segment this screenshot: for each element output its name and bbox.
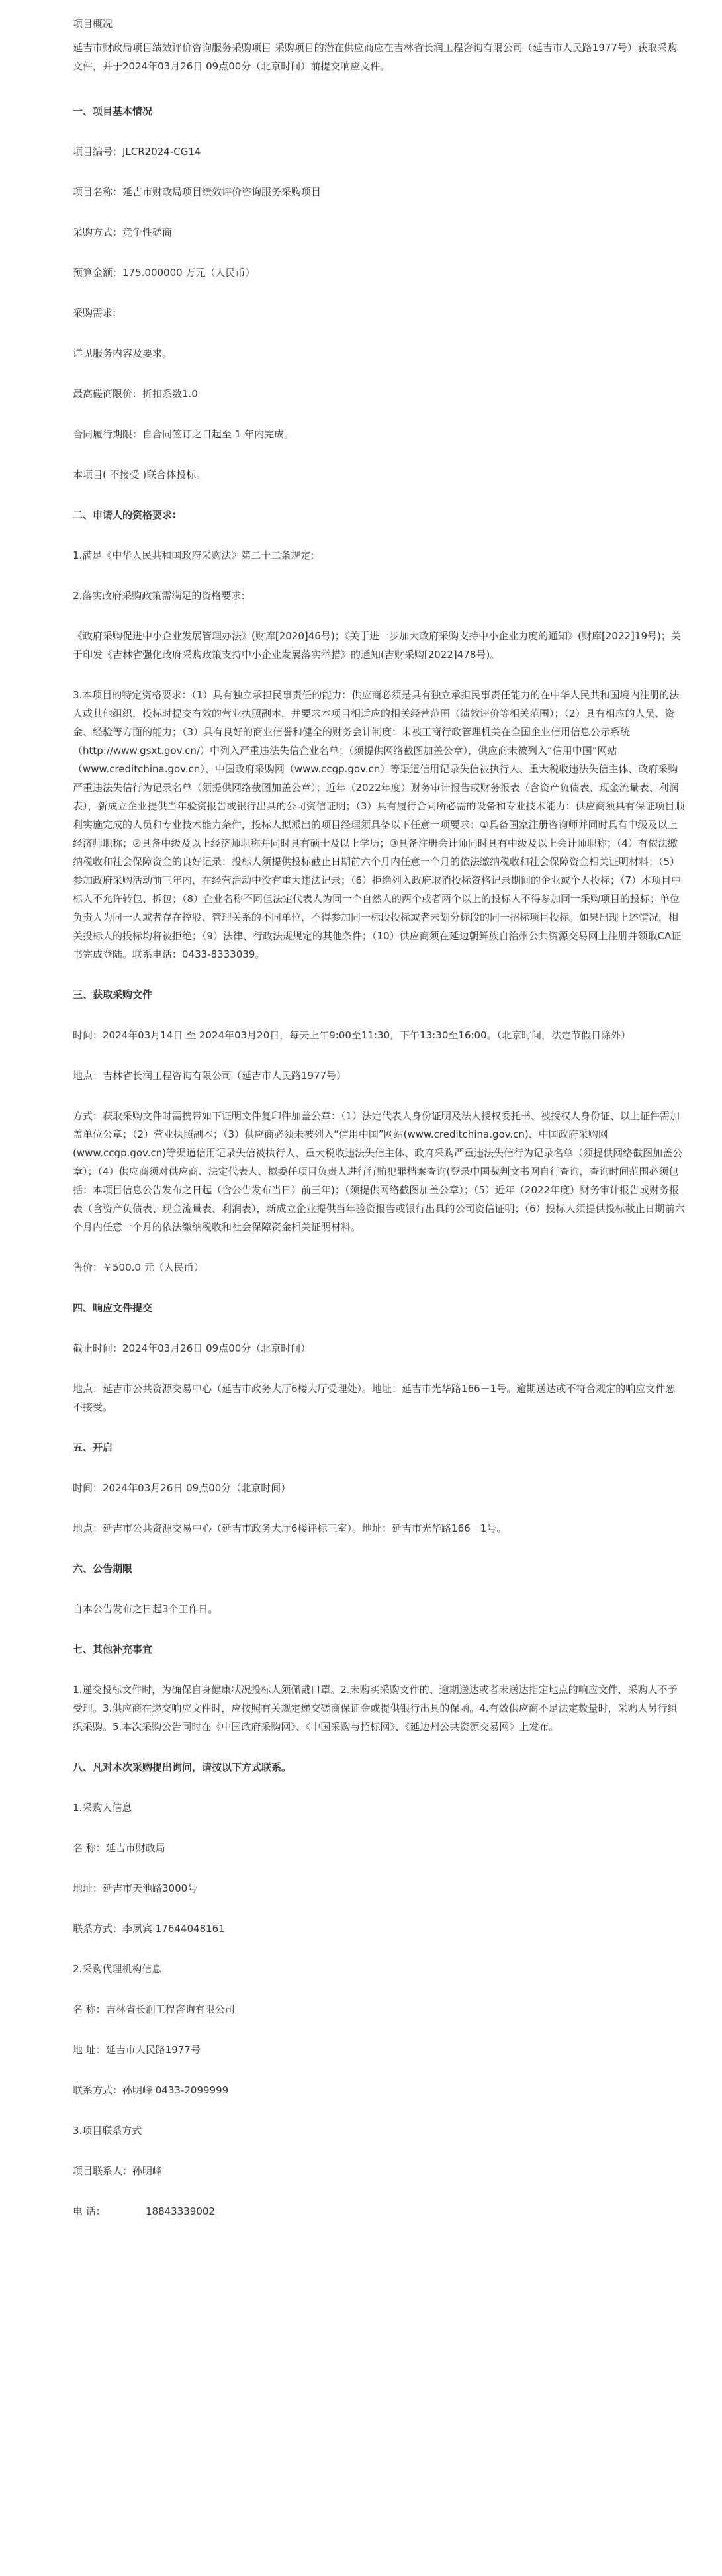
contract-term: 合同履行期限：自合同签订之日起至 1 年内完成。	[73, 428, 294, 440]
requirement-3: 3.本项目的特定资格要求：（1）具有独立承担民事责任的能力：供应商必须是具有独立承担民事责任能力的在中华人民共和国境内注册的法人或其他组织，投标时提交有效的营业执照副本，并要求本项目相适应的相关经营范围（绩效评价等相关范围）；（2）具有相应的人员、资金、经验等方面的能力；（3）具有良好的商业信誉和健全的财务会计制度：未被工商行政管理机关在全国企业信用信息公示系统（http://www.gsxt.gov.cn/）中列入严重违法失信企业名单；（须提供网络截图加盖公章），供应商未被列入“信用中国”网站（www.creditchina.gov.cn）、中国政府采购网（www.ccgp.gov.cn）等渠道信用记录失信被执行人、重大税收违法失信主体、政府采购严重违法失信行为记录名单（须提供网络截图加盖公章）；近年（2022年度）财务审计报告或财务报表（含资产负债表、现金流量表、利润表），新成立企业提供当年验资报告或银行出具的公司资信证明；（3）具有履行合同所必需的设备和专业技术能力：供应商须具有保证项目顺利实施完成的人员和专业技术能力条件，投标人拟派出的项目经理须具备以下任意一项要求：①具备国家注册咨询师并同时具有中级及以上经济师职称；②具备中级及以上经济师职称并同时具有硕士及以上学历；③具备注册会计师同时具有中级及以上会计师职称；（4）有依法缴纳税收和社会保障资金的良好记录：投标人须提供投标截止日期前六个月内任意一个月的依法缴纳税收和社会保障资金相关证明材料；（5）参加政府采购活动前三年内，在经营活动中没有重大违法记录；（6）拒绝列入政府取消投标资格记录期间的企业或个人投标；（7）本项目中标人不允许转包、拆包；（8）企业名称不同但法定代表人为同一个自然人的两个或者两个以上的投标人不得参加同一采购项目的投标；单位负责人为同一人或者存在控股、管理关系的不同单位，不得参加同一标段投标或者未划分标段的同一招标项目投标。如果出现上述情况，相关投标人的投标均将被拒绝；（9）法律、行政法规规定的其他条件；（10）供应商须在延边朝鲜族自治州公共资源交易网上注册并领取CA证书完成登陆。联系电话：0433-8333039。	[73, 689, 685, 960]
consortium-note: 本项目( 不接受 )联合体投标。	[73, 469, 206, 481]
project-name: 项目名称：延吉市财政局项目绩效评价咨询服务采购项目	[73, 186, 322, 198]
supplementary-notes: 1.递交投标文件时，为确保自身健康状况投标人须佩戴口罩。2.未购买采购文件的、逾期送达或者未送达指定地点的响应文件，采购人不予受理。3.供应商在递交响应文件时，应按照有关规定递交磋商保证金或提供银行出具的保函。4.有效供应商不足法定数量时，采购人另行组织采购。5.本次采购公告同时在《中国政府采购网》、《中国采购与招标网》、《延边州公共资源交易网》上发布。	[73, 1684, 678, 1733]
notice-period: 自本公告发布之日起3个工作日。	[73, 1603, 218, 1615]
project-contact-phone	[73, 2202, 685, 2221]
agency-name: 名 称：吉林省长润工程咨询有限公司	[73, 2003, 235, 2015]
section-8-title: 八、凡对本次采购提出询问，请按以下方式联系。	[73, 1761, 292, 1773]
acquire-place: 地点：吉林省长润工程咨询有限公司（延吉市人民路1977号）	[73, 1070, 347, 1081]
section-6-title: 六、公告期限	[73, 1563, 133, 1575]
purchaser-address: 地址：延吉市天池路3000号	[73, 1882, 198, 1894]
purchaser-info-title: 1.采购人信息	[73, 1802, 132, 1814]
purchaser-name: 名 称：延吉市财政局	[73, 1842, 165, 1854]
acquire-time: 时间：2024年03月14日 至 2024年03月20日，每天上午9:00至11:30，下午13:30至16:00。（北京时间，法定节假日除外）	[73, 1029, 631, 1041]
max-price: 最高磋商限价：折扣系数1.0	[73, 388, 198, 400]
document-price: 售价：￥500.0 元（人民币）	[73, 1262, 204, 1273]
overview-text: 延吉市财政局项目绩效评价咨询服务采购项目 采购项目的潜在供应商应在吉林省长润工程咨询有限公司（延吉市人民路1977号）获取采购文件，并于2024年03月26日 09点00分（北京时间）前提交响应文件。	[73, 42, 677, 72]
section-7-title: 七、其他补充事宜	[73, 1643, 153, 1655]
agency-contact: 联系方式：孙明峰 0433-2099999	[73, 2084, 229, 2096]
procurement-method: 采购方式：竞争性磋商	[73, 226, 173, 238]
opening-place: 地点：延吉市公共资源交易中心（延吉市政务大厅6楼评标三室）。地址：延吉市光华路166－1号。	[73, 1522, 507, 1534]
purchaser-contact: 联系方式：李夙宾 17644048161	[73, 1923, 225, 1935]
requirement-2: 2.落实政府采购政策需满足的资格要求:	[73, 590, 245, 602]
project-contact-title: 3.项目联系方式	[73, 2125, 142, 2137]
acquire-method: 方式：获取采购文件时需携带如下证明文件复印件加盖公章：（1）法定代表人身份证明及法人授权委托书、被授权人身份证、以上证件需加盖单位公章；（2）营业执照副本；（3）供应商必须未被列入“信用中国”网站(www.creditchina.gov.cn)、中国政府采购网(www.ccgp.gov.cn)等渠道信用记录失信被执行人、重大税收违法失信主体、政府采购严重违法失信行为记录名单（须提供网络截图加盖公章）；（4）供应商须对供应商、法定代表人、拟委任项目负责人进行行贿犯罪档案查询(登录中国裁判文书网自行查询，查询时间范围必须包括：本项目信息公告发布之日起（含公告发布当日）前三年)；（须提供网络截图加盖公章）；（5）近年（2022年度）财务审计报告或财务报表（含资产负债表、现金流量表、利润表），新成立企业提供当年验资报告或银行出具的公司资信证明；（6）投标人须提供投标截止日期前六个月内任意一个月的依法缴纳税收和社会保障资金相关证明材料。	[73, 1110, 685, 1233]
section-1-title: 一、项目基本情况	[73, 105, 153, 117]
phone-label: 电 话：	[73, 2205, 106, 2217]
project-number: 项目编号：JLCR2024-CG14	[73, 146, 201, 158]
agency-info-title: 2.采购代理机构信息	[73, 1963, 162, 1975]
submission-place: 地点：延吉市公共资源交易中心（延吉市政务大厅6楼大厅受理处）。地址：延吉市光华路166－1号。逾期送达或不符合规定的响应文件恕不接受。	[73, 1383, 676, 1413]
phone-number: 18843339002	[146, 2205, 215, 2217]
procurement-announcement	[73, 12, 685, 2221]
section-2-title: 二、申请人的资格要求:	[73, 509, 176, 521]
budget-amount: 预算金额：175.000000 万元（人民币）	[73, 267, 255, 279]
procurement-demand: 采购需求:	[73, 307, 116, 319]
overview-title: 项目概况	[73, 18, 113, 30]
opening-time: 时间：2024年03月26日 09点00分（北京时间）	[73, 1482, 291, 1494]
demand-detail: 详见服务内容及要求。	[73, 347, 173, 359]
section-3-title: 三、获取采购文件	[73, 989, 153, 1001]
section-5-title: 五、开启	[73, 1442, 113, 1453]
project-contact-person: 项目联系人：孙明峰	[73, 2165, 163, 2177]
submission-deadline: 截止时间：2024年03月26日 09点00分（北京时间）	[73, 1342, 311, 1354]
agency-address: 地 址：延吉市人民路1977号	[73, 2044, 201, 2056]
requirement-2-text: 《政府采购促进中小企业发展管理办法》(财库[2020]46号)；《关于进一步加大政府采购支持中小企业力度的通知》(财库[2022]19号)；关于印发《吉林省强化政府采购政策支持中小企业发展落实举措》的通知(吉财采购[2022]478号)。	[73, 630, 681, 661]
section-4-title: 四、响应文件提交	[73, 1302, 153, 1314]
requirement-1: 1.满足《中华人民共和国政府采购法》第二十二条规定;	[73, 549, 314, 561]
